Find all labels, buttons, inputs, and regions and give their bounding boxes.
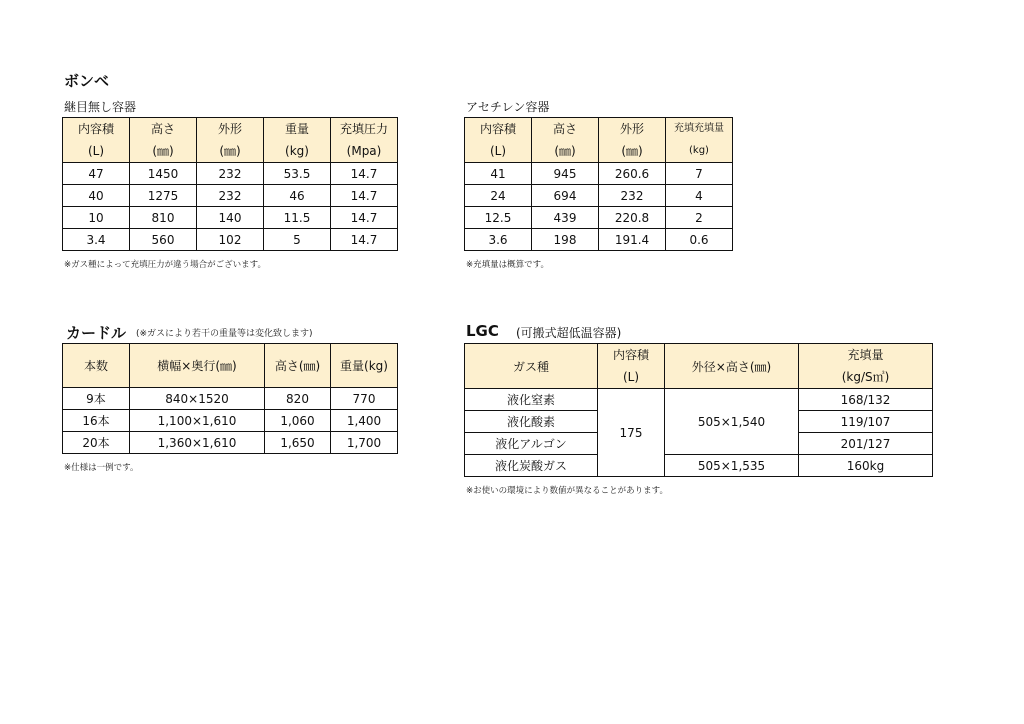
- lgc-title: LGC: [466, 322, 499, 340]
- cell: 10: [63, 207, 130, 229]
- cell: 11.5: [264, 207, 331, 229]
- lgc-note: ※お使いの環境により数値が異なることがあります。: [466, 486, 668, 496]
- header-volume: 内容積 (L): [63, 118, 130, 163]
- cell: 220.8: [599, 207, 666, 229]
- cell: 1450: [130, 163, 197, 185]
- cell: 3.6: [465, 229, 532, 251]
- table-row: [63, 388, 398, 410]
- header-height: 高さ (㎜): [130, 118, 197, 163]
- cell: 53.5: [264, 163, 331, 185]
- cell: 1,650: [265, 432, 331, 454]
- cell: 232: [197, 185, 264, 207]
- cell: 0.6: [666, 229, 733, 251]
- acetylene-table: [464, 117, 733, 251]
- size-merged-cell: 505×1,540: [665, 389, 799, 455]
- cell: 1,060: [265, 410, 331, 432]
- header-pressure: 充填圧力 (Mpa): [331, 118, 398, 163]
- cell: 102: [197, 229, 264, 251]
- cell: 191.4: [599, 229, 666, 251]
- cylinder-title: ボンベ: [64, 72, 110, 90]
- cell: 1,400: [331, 410, 398, 432]
- header-size: 横幅×奥行(㎜): [130, 344, 265, 388]
- header-fill: 充填充填量 (kg): [666, 118, 733, 163]
- cell: 505×1,535: [665, 455, 799, 477]
- cell: 201/127: [799, 433, 933, 455]
- cell: 14.7: [331, 207, 398, 229]
- cell: 840×1520: [130, 388, 265, 410]
- cell: 14.7: [331, 229, 398, 251]
- seamless-note: ※ガス種によって充填圧力が違う場合がございます。: [64, 260, 266, 270]
- cell: 140: [197, 207, 264, 229]
- header-size: 外径×高さ(㎜): [665, 344, 799, 389]
- table-row: [465, 229, 733, 251]
- seamless-title: 継目無し容器: [64, 100, 137, 114]
- table-row: [63, 410, 398, 432]
- table-row: [465, 455, 933, 477]
- table-row: [63, 207, 398, 229]
- table-row: [465, 207, 733, 229]
- cell: 3.4: [63, 229, 130, 251]
- table-row: [465, 389, 933, 411]
- header-height: 高さ(㎜): [265, 344, 331, 388]
- header-fill: 充填量 (kg/S㎥): [799, 344, 933, 389]
- cell: 1,700: [331, 432, 398, 454]
- curdle-note: ※仕様は一例です。: [64, 463, 139, 473]
- header-outer: 外形 (㎜): [599, 118, 666, 163]
- cell: 810: [130, 207, 197, 229]
- cell: 14.7: [331, 185, 398, 207]
- curdle-title: カードル: [66, 324, 127, 342]
- cell: 40: [63, 185, 130, 207]
- curdle-subtitle: (※ガスにより若干の重量等は変化致します): [136, 329, 313, 339]
- lgc-subtitle: (可搬式超低温容器): [516, 326, 622, 340]
- volume-merged-cell: 175: [598, 389, 665, 477]
- cell: 46: [264, 185, 331, 207]
- header-weight: 重量 (kg): [264, 118, 331, 163]
- cell: 12.5: [465, 207, 532, 229]
- cell: 20本: [63, 432, 130, 454]
- cell: 4: [666, 185, 733, 207]
- header-outer: 外形 (㎜): [197, 118, 264, 163]
- cell: 168/132: [799, 389, 933, 411]
- cell: 119/107: [799, 411, 933, 433]
- cell: 9本: [63, 388, 130, 410]
- acetylene-note: ※充填量は概算です。: [466, 260, 549, 270]
- header-height: 高さ (㎜): [532, 118, 599, 163]
- cell: 260.6: [599, 163, 666, 185]
- cell: 24: [465, 185, 532, 207]
- lgc-table: [464, 343, 933, 477]
- cell: 5: [264, 229, 331, 251]
- cell: 1,360×1,610: [130, 432, 265, 454]
- cell: 770: [331, 388, 398, 410]
- acetylene-title: アセチレン容器: [466, 100, 550, 114]
- cell: 439: [532, 207, 599, 229]
- cell: 945: [532, 163, 599, 185]
- cell: 41: [465, 163, 532, 185]
- cell: 液化炭酸ガス: [465, 455, 598, 477]
- seamless-table: [62, 117, 398, 251]
- table-row: [465, 185, 733, 207]
- table-row: [465, 163, 733, 185]
- header-count: 本数: [63, 344, 130, 388]
- cell: 14.7: [331, 163, 398, 185]
- table-row: [63, 163, 398, 185]
- cell: 液化アルゴン: [465, 433, 598, 455]
- curdle-table: [62, 343, 398, 454]
- header-volume: 内容積 (L): [465, 118, 532, 163]
- cell: 232: [197, 163, 264, 185]
- cell: 198: [532, 229, 599, 251]
- table-row: [63, 185, 398, 207]
- cell: 232: [599, 185, 666, 207]
- table-row: [63, 229, 398, 251]
- header-volume: 内容積 (L): [598, 344, 665, 389]
- cell: 560: [130, 229, 197, 251]
- cell: 160kg: [799, 455, 933, 477]
- cell: 1,100×1,610: [130, 410, 265, 432]
- cell: 16本: [63, 410, 130, 432]
- cell: 820: [265, 388, 331, 410]
- header-weight: 重量(kg): [331, 344, 398, 388]
- cell: 2: [666, 207, 733, 229]
- cell: 47: [63, 163, 130, 185]
- header-gas: ガス種: [465, 344, 598, 389]
- cell: 7: [666, 163, 733, 185]
- table-row: [63, 432, 398, 454]
- cell: 1275: [130, 185, 197, 207]
- cell: 液化窒素: [465, 389, 598, 411]
- cell: 液化酸素: [465, 411, 598, 433]
- cell: 694: [532, 185, 599, 207]
